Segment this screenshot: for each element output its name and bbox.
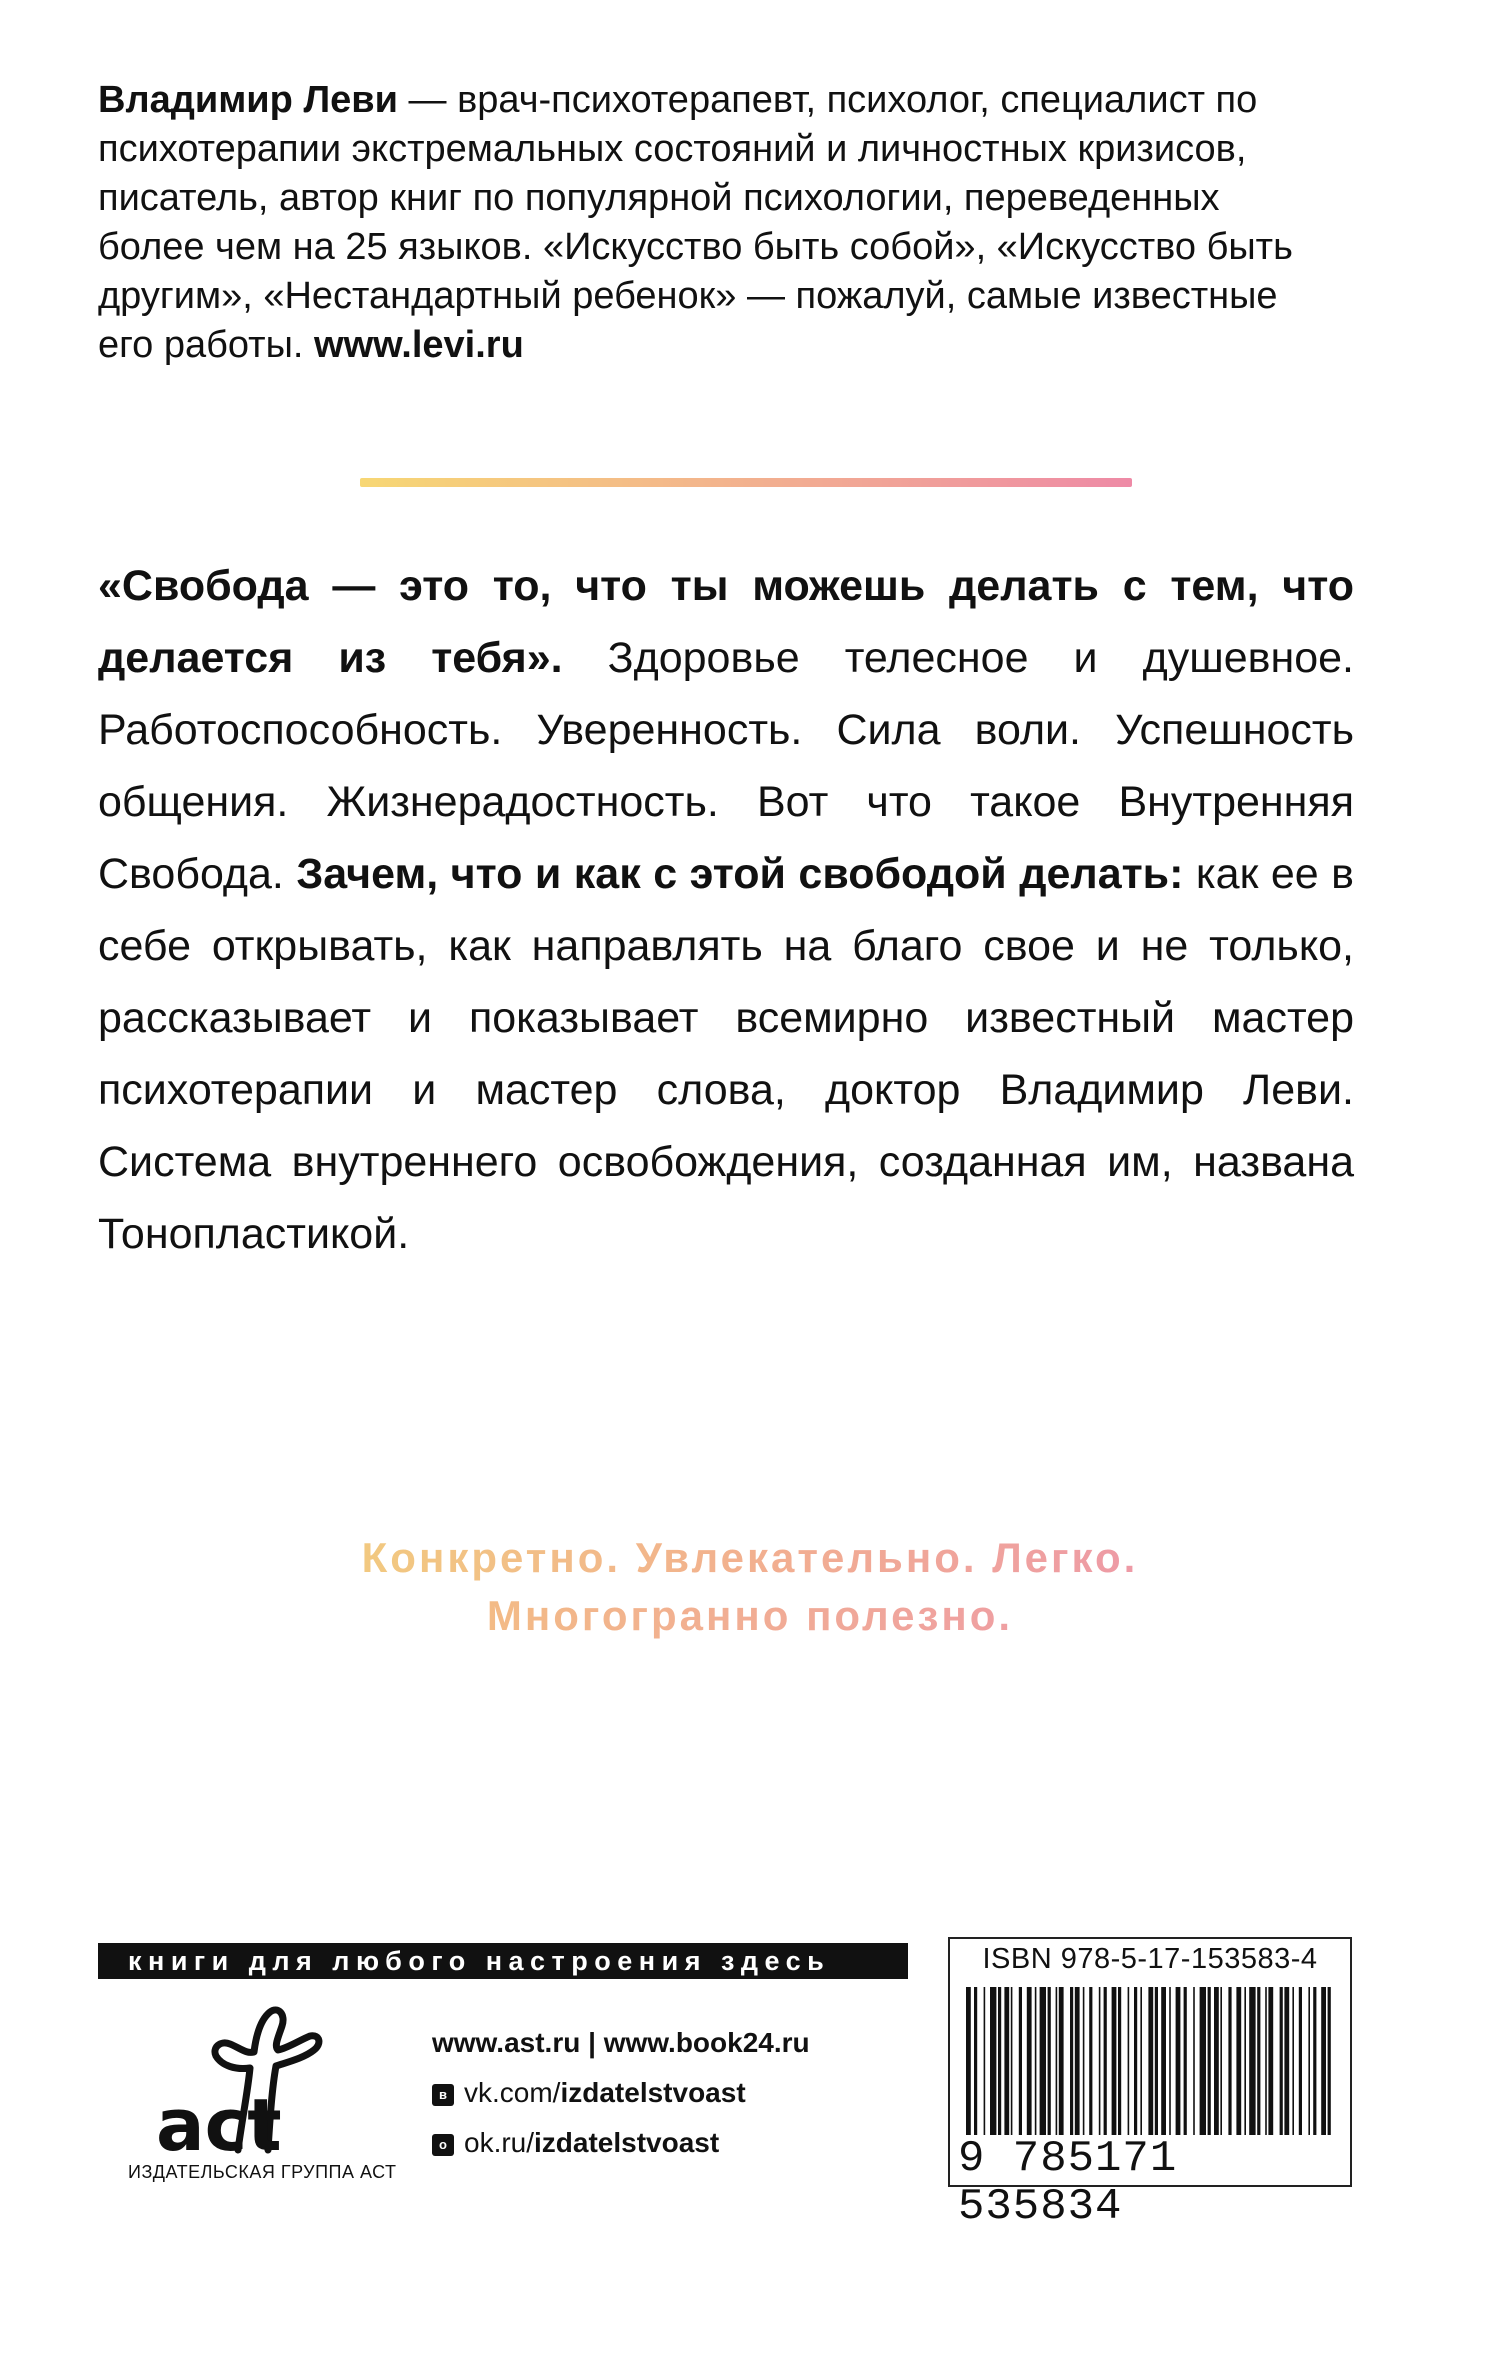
barcode-bar [1268,1987,1273,2135]
barcode-bar [1040,1987,1046,2135]
barcode-bar [1214,1987,1219,2135]
gradient-divider [360,478,1132,487]
barcode-bar [1011,1987,1013,2135]
footer-links [432,2018,810,2168]
tagline-line-2: Многогранно полезно. [486,1592,1014,1639]
barcode-bar [1280,1987,1283,2135]
author-bio [98,76,1318,370]
barcode-bar [1118,1987,1121,2135]
barcode-bar [1027,1987,1032,2135]
ok-icon: о [432,2134,454,2156]
barcode-bar [1161,1987,1166,2135]
barcode-bars [960,1987,1340,2135]
barcode-bar [1004,1987,1009,2135]
link-book24[interactable]: www.book24.ru [603,2027,810,2058]
barcode-bar [984,1987,986,2135]
vk-handle: izdatelstvoast [560,2077,746,2108]
barcode-bar [1308,1987,1310,2135]
website-links [432,2018,810,2068]
barcode-bar [1321,1987,1326,2135]
barcode-bar [990,1987,996,2135]
barcode-bar [1313,1987,1316,2135]
isbn-barcode [948,1937,1352,2232]
link-ast[interactable]: www.ast.ru [432,2027,581,2058]
vk-prefix: vk.com/ [464,2077,561,2108]
barcode-bar [1249,1987,1255,2135]
barcode-bar [1200,1987,1206,2135]
barcode-bar [1134,1987,1137,2135]
barcode-bar [998,1987,1001,2135]
barcode-bar [1292,1987,1294,2135]
barcode-bar [1099,1987,1101,2135]
barcode-bar [1059,1987,1064,2135]
annotation-text-2: как ее в себе открывать, как направлять на благо свое и не только, рассказывает и показывает всемирно известный мастер психотерапии и мастер слова, доктор Владимир Леви. Система внутреннего освобождения, созданная им, названа Тонопластикой. [98,850,1355,1258]
barcode-bar [1056,1987,1058,2135]
barcode-bar [974,1987,977,2135]
barcode-bar [1220,1987,1222,2135]
barcode-bar [1176,1987,1181,2135]
barcode-bar [1299,1987,1302,2135]
barcode-bar [1284,1987,1289,2135]
barcode-bar [1048,1987,1051,2135]
annotation-question: Зачем, что и как с этой свободой делать: [296,850,1184,898]
barcode-bar [1140,1987,1142,2135]
barcode-bar [966,1987,971,2135]
barcode-bar [1184,1987,1187,2135]
author-name: Владимир Леви [98,79,398,121]
isbn-label: ISBN 978-5-17-153583-4 [982,1943,1318,1975]
author-website: www.levi.ru [314,324,524,366]
isbn-digits: 9 785171 535834 [958,2134,1178,2232]
author-bio-text: — врач-психотерапевт, психолог, специалист по психотерапии экстремальных состояний и личностных кризисов, писатель, автор книг по популярной психологии, переведенных более чем на 25 языков. «Искусство быть собой», «Искусство быть другим», «Нестандартный ребенок» — пожалуй, самые известные его работы. [98,79,1293,366]
ok-prefix: ok.ru/ [464,2127,535,2158]
barcode-bar [1035,1987,1037,2135]
barcode-bar [1228,1987,1231,2135]
logo-text: act [156,2083,282,2167]
barcode-bar [1155,1987,1158,2135]
link-separator: | [580,2027,604,2058]
barcode-bar [1257,1987,1260,2135]
barcode-bar [1244,1987,1246,2135]
barcode-bar [1070,1987,1073,2135]
barcode-bar [1089,1987,1092,2135]
barcode-bar [1193,1987,1195,2135]
ok-handle: izdatelstvoast [534,2127,720,2158]
vk-icon: в [432,2084,454,2106]
barcode-bar [1112,1987,1117,2135]
ok-link[interactable] [432,2118,810,2168]
tagline-line-1: Конкретно. Увлекательно. Легко. [361,1534,1139,1581]
barcode-bar [1236,1987,1241,2135]
barcode-bar [1148,1987,1153,2135]
publisher-name: ИЗДАТЕЛЬСКАЯ ГРУППА АСТ [128,2162,397,2182]
barcode-bar [1075,1987,1080,2135]
barcode-bar [1328,1987,1331,2135]
barcode-bar [1169,1987,1171,2135]
vk-link[interactable] [432,2068,810,2118]
barcode-bar [1019,1987,1022,2135]
annotation-text-1: Здоровье телесное и душевное. Работоспособность. Уверенность. Сила воли. Успешность общения. Жизнерадостность. Вот что такое Внутренняя Свобода. [98,634,1355,898]
ast-logo [150,2000,360,2175]
annotation-quote: «Свобода — это то, что ты можешь делать с тем, что делается из тебя». [98,562,1354,682]
book-annotation [98,550,1354,1270]
barcode-bar [1083,1987,1085,2135]
barcode-bar [1128,1987,1130,2135]
barcode-bar [1104,1987,1107,2135]
barcode-bar [1265,1987,1267,2135]
slogan-strip: книги для любого настроения здесь [98,1943,908,1979]
barcode-bar [1208,1987,1211,2135]
